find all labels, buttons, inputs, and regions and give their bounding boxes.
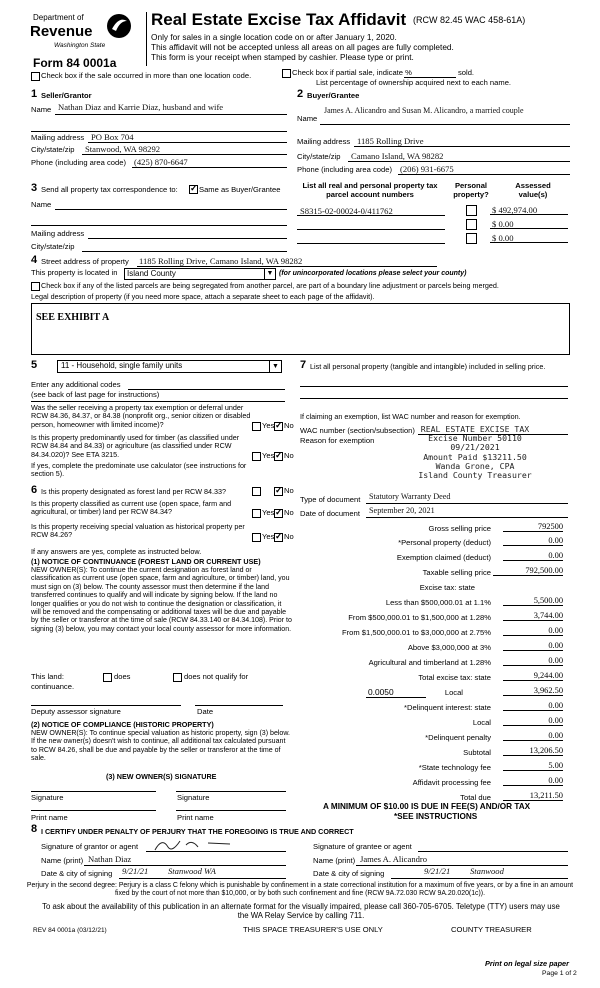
accessibility-notice [36, 902, 566, 921]
calc-label: Affidavit processing fee [412, 778, 491, 787]
calc-value[interactable]: 3,962.50 [503, 686, 563, 696]
calc-label: Total excise tax: state [418, 673, 491, 682]
perjury-text: Perjury in the second degree: Perjury is a class C felony which is punishable by confinement in a state correctional institution for a maximum of five years, or by a fine in an amount fixed by the court of not more than $10,000, or by both such confinement and fine (RCW 9A.72.030 RCW 9A.20.020(1c)). [26, 882, 574, 898]
section-7-number: 7 [300, 359, 307, 371]
grantor-name-value[interactable]: Nathan Diaz [88, 854, 132, 864]
notice2-title: (2) NOTICE OF COMPLIANCE (HISTORIC PROPERTY) [31, 720, 214, 729]
calc-value[interactable]: 3,744.00 [503, 611, 563, 621]
historic-yes-label: Yes [262, 532, 275, 541]
seller-mailing-value[interactable]: PO Box 704 [91, 132, 134, 142]
doc-date-value[interactable]: September 20, 2021 [369, 506, 435, 515]
personal-property-checkbox[interactable] [466, 219, 477, 230]
assessed-value[interactable]: $ 492,974.00 [492, 205, 538, 215]
calc-value[interactable]: 0.00 [503, 536, 563, 546]
owner-print-name-label: Print name [31, 813, 68, 822]
section-2-number: 2 [297, 88, 304, 100]
historic-yes-checkbox[interactable] [252, 533, 261, 542]
legal-description-box[interactable] [31, 303, 570, 355]
new-owner-signature-title: (3) NEW OWNER(S) SIGNATURE [106, 772, 217, 781]
current-use-no-checkbox[interactable] [274, 509, 283, 518]
grantor-signature-mark [150, 835, 250, 855]
stamp-line: Island County Treasurer [418, 469, 532, 480]
continuance-label: continuance. [31, 682, 75, 691]
chevron-down-icon: ▼ [269, 361, 281, 372]
doc-type-label: Type of document [300, 495, 361, 504]
legal-paper-note: Print on legal size paper [485, 959, 569, 968]
grantee-name-value[interactable]: James A. Alicandro [360, 854, 428, 864]
personal-property-header: Personal property? [453, 181, 489, 199]
assessed-value-header: Assessed value(s) [515, 181, 551, 199]
street-label: Street address of property [41, 257, 129, 266]
calc-label: *Personal property (deduct) [398, 538, 491, 547]
buyer-heading: Buyer/Grantee [307, 91, 360, 100]
exemption-no-checkbox[interactable] [274, 422, 283, 431]
located-label: This property is located in [31, 268, 118, 277]
historic-no-checkbox[interactable] [274, 533, 283, 542]
parcel-header: List all real and personal property tax parcel account numbers [302, 181, 438, 199]
section-1-number: 1 [31, 88, 38, 100]
personal-property-list-label: List all personal property (tangible and intangible) included in selling price. [310, 362, 546, 371]
same-as-buyer-label: Same as Buyer/Grantee [199, 185, 281, 194]
accessibility-text: To ask about the availability of this publication in an alternate format for the visually impaired, please call 360-705-6705. Teletype (TTY) users may use the WA Relay Service by calling 711. [42, 902, 560, 921]
forest-no-label: No [284, 486, 294, 495]
calc-value[interactable]: 5,500.00 [503, 596, 563, 606]
form-number: Form 84 0001a [33, 56, 117, 70]
tax-corr-name-label: Name [31, 200, 52, 209]
certify-statement: I CERTIFY UNDER PENALTY OF PERJURY THAT THE FOREGOING IS TRUE AND CORRECT [41, 827, 354, 836]
calc-label: Subtotal [463, 748, 491, 757]
wac-label: WAC number (section/subsection) [300, 426, 415, 435]
deputy-signature-label: Deputy assessor signature [31, 707, 121, 716]
grantee-city-value[interactable]: Stanwood [470, 866, 504, 876]
calc-value[interactable]: 0.00 [503, 731, 563, 741]
seller-phone-label: Phone (including area code) [31, 158, 126, 167]
grantor-city-value[interactable]: Stanwood WA [168, 866, 216, 876]
revenue-logo [30, 12, 130, 54]
header-line3: This form is your receipt when stamped by cashier. Please type or print. [151, 52, 414, 62]
forest-yes-checkbox[interactable] [252, 487, 261, 496]
logo-state: Washington State [54, 42, 106, 49]
calc-value[interactable]: 0.00 [503, 641, 563, 651]
treasurer-stamp [400, 425, 550, 480]
does-not-qualify-checkbox[interactable] [173, 673, 182, 682]
seller-city-label: City/state/zip [31, 145, 75, 154]
minimum-due-note: A MINIMUM OF $10.00 IS DUE IN FEE(S) AND/OR TAX [323, 802, 531, 811]
legal-desc-label: Legal description of property (if you need more space, attach a separate sheet to each page of the affidavit). [31, 292, 375, 301]
grantee-signature-label: Signature of grantee or agent [313, 842, 412, 851]
buyer-mailing-value[interactable]: 1185 Rolling Drive [357, 136, 424, 146]
exemption-question: Was the seller receiving a property tax exemption or deferral under RCW 84.36, 84.37, or 84.38 (nonprofit org., senior citizen or disabled person, homeowner with limited income)? [31, 403, 251, 429]
does-not-label: does not qualify for [184, 672, 249, 681]
assessed-value[interactable]: $ 0.00 [492, 219, 514, 229]
partial-sale-checkbox[interactable] [282, 69, 291, 78]
calc-label: From $1,500,000.01 to $3,000,000 at 2.75% [341, 628, 491, 637]
header-line1: Only for sales in a single location code on or after January 1, 2020. [151, 32, 397, 42]
section-3-number: 3 [31, 182, 38, 194]
buyer-phone-value[interactable]: (206) 931-6675 [400, 164, 454, 174]
personal-property-checkbox[interactable] [466, 205, 477, 216]
partial-sale-label: Check box if partial sale, indicate % [292, 68, 412, 77]
calc-label: *Delinquent interest: state [404, 703, 491, 712]
grantor-date-value[interactable]: 9/21/21 [122, 866, 149, 876]
land-use-select[interactable] [57, 360, 282, 373]
grantee-name-label: Name (print) [313, 856, 356, 865]
calc-value[interactable]: 792500 [503, 522, 563, 532]
county-note: (for unincorporated locations please select your county) [279, 270, 467, 277]
calc-label: Total due [460, 793, 491, 802]
calc-label: Above $3,000,000 at 3% [407, 643, 491, 652]
grantee-date-value[interactable]: 9/21/21 [424, 866, 451, 876]
timber-no-checkbox[interactable] [274, 452, 283, 461]
current-use-no-label: No [284, 508, 294, 517]
timber-yes-checkbox[interactable] [252, 452, 261, 461]
notice1-text: NEW OWNER(S): To continue the current designation as forest land or classification as current use (open space, farm and agriculture, or timber) land, you must sign on (3) below. The county assessor must then determine if the land transferred continues to qualify and will indicate by signing below. If the land no longer qualifies or you do not wish to continue the designation or classification, it will be removed and the compensating or additional taxes will be due and payable by the seller or transferor at the time of sale (RCW 84.33.140 or 84.34.108). Prior to signing (3) below, you may contact your local county assessor for more information. [31, 567, 292, 633]
notice1-title: (1) NOTICE OF CONTINUANCE (FOREST LAND OR CURRENT USE) [31, 557, 261, 566]
calc-label: Less than $500,000.01 at 1.1% [385, 598, 491, 607]
timber-instructions: If yes, complete the predominate use calculator (see instructions for section 5). [31, 461, 247, 479]
logo-revenue: Revenue [30, 23, 93, 40]
current-use-yes-label: Yes [262, 508, 275, 517]
county-select[interactable] [124, 268, 276, 280]
stamp-line: Wanda Grone, CPA [435, 460, 515, 471]
tax-corr-label: Send all property tax correspondence to: [41, 185, 178, 194]
calc-label: Gross selling price [428, 524, 491, 533]
tax-corr-city-label: City/state/zip [31, 242, 75, 251]
stamp-line: Amount Paid $13211.50 [423, 451, 527, 462]
calc-value[interactable]: 13,211.50 [503, 791, 563, 801]
buyer-name-label: Name [297, 114, 318, 123]
buyer-phone-label: Phone (including area code) [297, 165, 392, 174]
grantor-name-label: Name (print) [41, 856, 84, 865]
same-as-buyer-checkbox[interactable] [189, 185, 198, 194]
forest-question: Is this property designated as forest land per RCW 84.33? [41, 487, 226, 496]
perjury-notice [20, 882, 580, 899]
multi-location-label: Check box if the sale occurred in more than one location code. [41, 71, 252, 80]
seller-city-value[interactable]: Stanwood, WA 98292 [85, 144, 161, 154]
calc-value[interactable]: 13,206.50 [503, 746, 563, 756]
doc-date-label: Date of document [300, 509, 360, 518]
segregate-label: Check box if any of the listed parcels are being segregated from another parcel, are part of a boundary line adjustment or parcels being merged. [41, 281, 499, 290]
exemption-instruction: If claiming an exemption, list WAC number and reason for exemption. [300, 412, 521, 421]
owner-signature-label: Signature [31, 793, 64, 802]
section-8-number: 8 [31, 823, 38, 835]
local-rate: 0.0050 [368, 687, 394, 697]
grantee-date-label: Date & city of signing [313, 869, 385, 878]
treasurer-use-label: THIS SPACE TREASURER'S USE ONLY [243, 925, 383, 934]
owner-print-name-label-2: Print name [177, 813, 214, 822]
calc-label: *Delinquent penalty [425, 733, 491, 742]
sold-label: sold. [458, 68, 475, 77]
additional-codes-label: Enter any additional codes [31, 380, 121, 389]
owner-signature-label-2: Signature [177, 793, 210, 802]
personal-property-checkbox[interactable] [466, 233, 477, 244]
assessed-value[interactable]: $ 0.00 [492, 233, 514, 243]
grantor-signature-label: Signature of grantor or agent [41, 842, 139, 851]
calc-label: Exemption claimed (deduct) [396, 553, 491, 562]
deputy-date-label: Date [197, 707, 214, 716]
seller-name-label: Name [31, 105, 52, 114]
forest-no-checkbox[interactable] [274, 487, 283, 496]
if-yes-note: If any answers are yes, complete as instructed below. [31, 547, 202, 556]
calc-value[interactable]: 0.00 [503, 551, 563, 561]
timber-no-label: No [284, 451, 294, 460]
calc-value[interactable]: 0.00 [503, 626, 563, 636]
calc-label: From $500,000.01 to $1,500,000 at 1.28% [348, 613, 491, 622]
calc-value[interactable]: 0.00 [503, 656, 563, 666]
calc-value[interactable]: 9,244.00 [503, 671, 563, 681]
calc-label: Local [472, 718, 491, 727]
buyer-name-value[interactable]: James A. Alicandro and Susan M. Alicandro, a married couple [324, 106, 524, 115]
calc-label: *State technology fee [418, 763, 491, 772]
seller-heading: Seller/Grantor [41, 91, 92, 100]
calc-label: Agricultural and timberland at 1.28% [368, 658, 491, 667]
see-back-label: (see back of last page for instructions) [31, 390, 160, 399]
calc-label: Local [444, 688, 463, 697]
current-use-question: Is this property classified as current use (open space, farm and agricultural, or timber) land per RCW 84.34? [31, 499, 232, 517]
chevron-down-icon: ▼ [264, 269, 275, 279]
tax-corr-mailing-label: Mailing address [31, 229, 85, 238]
page-number: Page 1 of 2 [542, 970, 577, 977]
header-line2: This affidavit will not be accepted unless all areas on all pages are fully completed. [151, 42, 454, 52]
revenue-swoosh-icon [106, 12, 132, 40]
historic-question: Is this property receiving special valuation as historical property per RCW 84.26? [31, 522, 245, 540]
revision-label: REV 84 0001a (03/12/21) [33, 927, 107, 934]
form-title: Real Estate Excise Tax Affidavit [151, 10, 407, 29]
timber-yes-label: Yes [262, 451, 275, 460]
notice2-text: NEW OWNER(S): To continue special valuation as historic property, sign (3) below. If the new owner(s) doesn't wish to continue, all additional tax calculated pursuant to RCW 84.26, shall be due and payable by the seller or transferor at the time of sale. [31, 730, 291, 763]
calc-label: Taxable selling price [422, 568, 491, 577]
parcel-number[interactable]: S8315-02-00024-0/411762 [300, 206, 393, 216]
calc-value[interactable]: 5.00 [503, 761, 563, 771]
segregate-checkbox[interactable] [31, 282, 40, 291]
section-6-number: 6 [31, 484, 38, 496]
calc-label: Excise tax: state [419, 583, 475, 592]
timber-question: Is this property predominantly used for timber (as classified under RCW 84.84 and 84.33) or agriculture (as classified under RCW 84.34.020)? See ETA 3215. [31, 433, 240, 459]
buyer-mailing-label: Mailing address [297, 137, 351, 146]
grantor-date-label: Date & city of signing [41, 869, 113, 878]
seller-mailing-label: Mailing address [31, 133, 85, 142]
exemption-no-label: No [284, 421, 294, 430]
this-land-label: This land: [31, 672, 64, 681]
street-value[interactable]: 1185 Rolling Drive, Camano Island, WA 98282 [139, 256, 303, 266]
county-selected-value: Island County [127, 269, 176, 278]
current-use-yes-checkbox[interactable] [252, 509, 261, 518]
does-label: does [114, 672, 131, 681]
exemption-yes-label: Yes [262, 421, 275, 430]
legal-description-value: SEE EXHIBIT A [36, 312, 110, 323]
buyer-city-value[interactable]: Camano Island, WA 98282 [351, 151, 444, 161]
section-4-number: 4 [31, 254, 38, 266]
calc-value[interactable]: 0.00 [503, 701, 563, 711]
doc-type-value[interactable]: Statutory Warranty Deed [369, 492, 451, 501]
calc-value[interactable]: 0.00 [503, 716, 563, 726]
see-instructions-note: *SEE INSTRUCTIONS [394, 812, 478, 821]
buyer-city-label: City/state/zip [297, 152, 341, 161]
reason-label: Reason for exemption [300, 436, 375, 445]
land-use-value: 11 - Household, single family units [61, 361, 183, 370]
logo-dept: Department of [33, 13, 84, 22]
historic-no-label: No [284, 532, 294, 541]
seller-phone-value[interactable]: (425) 870-6647 [134, 157, 188, 167]
percentage-label: List percentage of ownership acquired next to each name. [316, 78, 512, 87]
county-treasurer-label: COUNTY TREASURER [451, 925, 532, 934]
multi-location-checkbox[interactable] [31, 72, 40, 81]
seller-name-value[interactable]: Nathan Diaz and Karrie Diaz, husband and wife [58, 102, 224, 112]
does-qualify-checkbox[interactable] [103, 673, 112, 682]
section-5-number: 5 [31, 359, 38, 371]
form-rcw: (RCW 82.45 WAC 458-61A) [413, 15, 526, 25]
stamp-line: Excise Number 50110 [428, 433, 522, 444]
stamp-line: REAL ESTATE EXCISE TAX [420, 424, 530, 434]
calc-value[interactable]: 0.00 [503, 776, 563, 786]
stamp-line: 09/21/2021 [450, 442, 500, 453]
calc-value[interactable]: 792,500.00 [493, 566, 563, 576]
exemption-yes-checkbox[interactable] [252, 422, 261, 431]
